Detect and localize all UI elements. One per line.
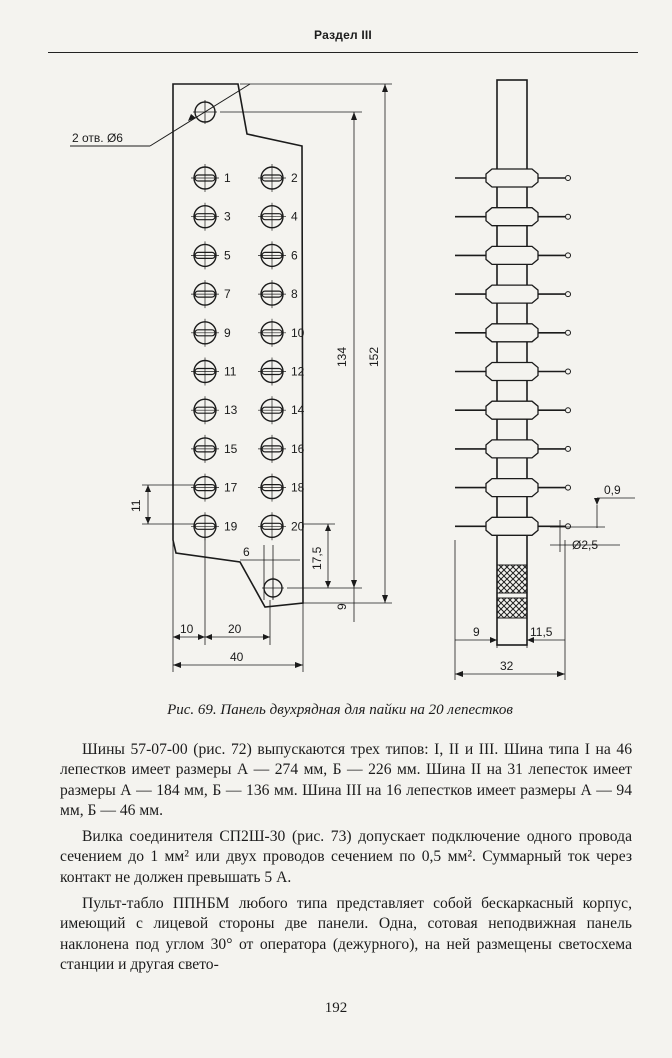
solder-pin (258, 319, 305, 347)
dim-pitch (129, 485, 195, 524)
solder-pin (191, 396, 238, 424)
solder-pin (258, 280, 298, 308)
pin-number: 12 (291, 364, 305, 379)
solder-pin (258, 396, 305, 424)
solder-pin (258, 358, 305, 386)
right-pin-row (258, 164, 305, 540)
dim-134-label: 134 (335, 346, 349, 367)
left-pin-row (191, 164, 238, 540)
solder-pin (191, 280, 231, 308)
side-pin (455, 169, 571, 187)
solder-pin (191, 512, 238, 540)
dim-side-9-label: 9 (473, 625, 480, 639)
dim-152-label: 152 (367, 346, 381, 367)
side-pin (455, 285, 571, 303)
solder-pin (191, 203, 231, 231)
side-pin (455, 363, 571, 381)
dim-17-5 (303, 524, 335, 588)
dim-20-label: 20 (228, 622, 242, 636)
dim-10-label: 10 (180, 622, 194, 636)
side-view (455, 80, 571, 645)
dim-9v-label: 9 (335, 603, 349, 610)
side-pin (455, 440, 571, 458)
pin-number: 15 (224, 441, 238, 456)
dim-40-label: 40 (230, 650, 244, 664)
dim-side-32-label: 32 (500, 659, 514, 673)
pin-number: 4 (291, 209, 298, 224)
side-pin (455, 517, 571, 535)
dim-6 (240, 545, 300, 600)
dim-diameter (550, 520, 620, 552)
dim-pitch-label: 11 (129, 499, 143, 512)
solder-pin (258, 474, 305, 502)
panel-outline (173, 84, 303, 607)
body-text (60, 740, 632, 981)
pin-number: 20 (291, 519, 305, 534)
solder-pin (258, 435, 305, 463)
dim-9-vertical (335, 588, 354, 622)
pin-number: 13 (224, 403, 238, 418)
pin-number: 6 (291, 248, 298, 263)
side-pin (455, 479, 571, 497)
side-pin (455, 208, 571, 226)
pin-number: 17 (224, 480, 238, 495)
side-pin (455, 401, 571, 419)
pin-number: 3 (224, 209, 231, 224)
paragraph: Шины 57-07-00 (рис. 72) выпускаются трех типов: I, II и III. Шина типа I на 46 лепестков имеет размеры А — 274 мм, Б — 226 мм. Шина II на 31 лепесток имеет размеры А — 184 мм, Б — 136 мм. Шина III на 16 лепестков имеет размеры А — 94 мм, Б — 46 мм. (60, 741, 632, 819)
dim-17-5-label: 17,5 (310, 546, 324, 570)
dim-0-9 (594, 483, 635, 528)
pin-number: 5 (224, 248, 231, 263)
pin-number: 2 (291, 171, 298, 185)
solder-pin (191, 435, 238, 463)
pin-number: 14 (291, 403, 305, 418)
dim-6-label: 6 (243, 545, 250, 559)
figure-caption: Рис. 69. Панель двухрядная для пайки на 20 лепестков (167, 702, 513, 718)
solder-pin (191, 319, 231, 347)
pin-number: 9 (224, 325, 231, 340)
paragraph: Вилка соединителя СП2Ш-30 (рис. 73) допускает подключение одного провода сечением до 1 мм² или двух проводов сечением по 0,5 мм². Суммарный ток через контакт не должен превышать 5 А. (60, 828, 632, 886)
section-header: Раздел III (314, 28, 372, 42)
dim-diameter-label: Ø2,5 (572, 538, 599, 552)
solder-pin (258, 512, 305, 540)
solder-pin (258, 241, 298, 269)
paragraph: Пульт-табло ППНБМ любого типа представляет собой бескаркасный корпус, имеющий с лицевой стороны две панели. Одна, сотовая неподвижная панель наклонена под углом 30° от оператора (дежурного), на ней размещены светосхема станции и другая свето- (60, 895, 632, 973)
dim-152 (240, 84, 392, 603)
solder-pin (191, 241, 231, 269)
pin-number: 1 (224, 171, 231, 185)
solder-pin (191, 358, 237, 386)
side-pin (455, 246, 571, 264)
pin-number: 19 (224, 519, 238, 534)
solder-pin (258, 164, 298, 192)
pin-number: 11 (224, 364, 237, 379)
solder-pin (191, 164, 231, 192)
hole-leader (70, 84, 250, 146)
dim-side-11-5-label: 11,5 (530, 625, 553, 639)
solder-pin (258, 203, 298, 231)
solder-pin (191, 474, 238, 502)
hole-label: 2 отв. Ø6 (72, 131, 123, 145)
pin-number: 10 (291, 325, 305, 340)
pin-number: 16 (291, 441, 305, 456)
side-pin (455, 324, 571, 342)
dim-0-9-label: 0,9 (604, 483, 621, 497)
pin-number: 18 (291, 480, 305, 495)
pin-number: 7 (224, 287, 231, 302)
side-pin-column (455, 169, 571, 535)
dim-widths (173, 530, 303, 672)
page-number: 192 (324, 1000, 348, 1016)
pin-number: 8 (291, 287, 298, 302)
